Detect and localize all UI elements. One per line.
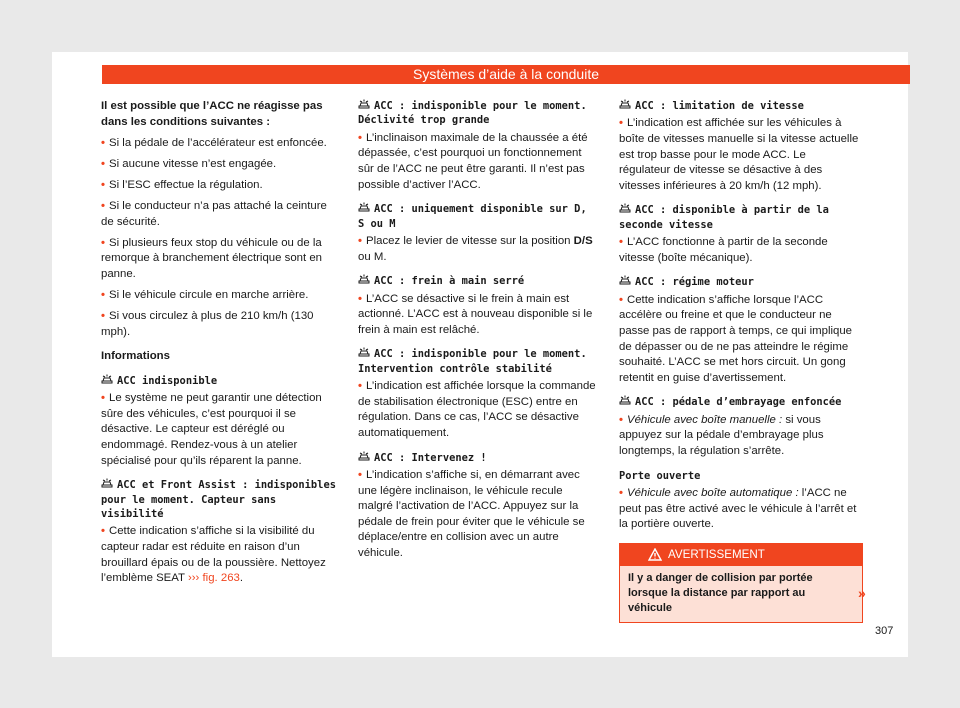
message-text: • Placez le levier de vitesse sur la position D/S ou M. xyxy=(358,235,593,263)
message-heading: ACC : indisponible pour le moment. Intervention contrôle stabilité xyxy=(358,348,587,375)
car-warning-icon xyxy=(358,451,370,465)
car-warning-icon xyxy=(358,202,370,216)
column-2 xyxy=(358,99,598,567)
intro-text: Il est possible que l’ACC ne réagisse pas dans les conditions suivantes : xyxy=(101,100,323,128)
list-item: • Si plusieurs feux stop du véhicule ou de la remorque à branchement électrique sont en panne. xyxy=(101,236,322,280)
message-heading: ACC et Front Assist : indisponibles pour le moment. Capteur sans visibilité xyxy=(101,479,336,520)
list-item: • Si l’ESC effectue la régulation. xyxy=(101,178,263,191)
message-heading: Porte ouverte xyxy=(619,469,701,482)
message-text: • Cette indication s’affiche si la visibilité du capteur radar est réduite en raison d’un brouillard épais ou de la poussière. Nettoyez l’emblème SEAT ››› fig. 263. xyxy=(101,525,326,585)
car-warning-icon xyxy=(358,347,370,361)
warning-header xyxy=(620,544,862,566)
list-item: • Si aucune vitesse n’est engagée. xyxy=(101,157,277,170)
message-heading: ACC indisponible xyxy=(101,374,341,388)
message-text: • L’indication est affichée sur les véhicules à boîte de vitesses manuelle si la vitesse actuelle est trop basse pour le mode ACC. Le régulateur de vitesse se désactive à des vitesses inférieures à 20 km/h (12 mph). xyxy=(619,117,859,192)
warning-triangle-icon xyxy=(648,548,662,561)
info-label: Informations xyxy=(101,350,170,363)
figure-link[interactable]: ››› fig. 263 xyxy=(187,572,240,585)
message-text: • L’indication est affichée lorsque la commande de stabilisation électronique (ESC) entre en régulation. Dans ce cas, l’ACC se désactive automatiquement. xyxy=(358,380,596,439)
message-text: • L’inclinaison maximale de la chaussée a été dépassée, c’est pourquoi un fonctionnement sûr de l’ACC ne peut être garanti. Il n’est pas possible d’activer l’ACC. xyxy=(358,131,588,191)
message-text: • Cette indication s’affiche lorsque l’ACC accélère ou freine et que le conducteur ne passe pas de rapport à temps, ce qui implique de dépasser ou de ne pas atteindre le régime souhaité. L’ACC se met hors circuit. Un gong retentit en guise d’avertissement. xyxy=(619,293,853,384)
list-item: • Si la pédale de l’accélérateur est enfoncée. xyxy=(101,136,327,149)
page xyxy=(52,52,908,657)
continue-marker: » xyxy=(858,585,866,601)
car-warning-icon xyxy=(358,274,370,288)
list-item: • Si le véhicule circule en marche arrière. xyxy=(101,288,309,301)
car-warning-icon xyxy=(101,478,113,492)
section-header: Systèmes d’aide à la conduite xyxy=(102,65,910,84)
message-heading: ACC : Intervenez ! xyxy=(358,451,598,465)
message-heading: ACC : disponible à partir de la seconde vitesse xyxy=(619,204,829,231)
message-heading: ACC : pédale d’embrayage enfoncée xyxy=(619,395,859,409)
message-text: • Le système ne peut garantir une détection sûre des véhicules, c’est pourquoi il se désactive. Le capteur est déréglé ou endommagé. Rendez-vous à un atelier spécialisé pour qu’ils réparent la panne. xyxy=(101,392,322,467)
car-warning-icon xyxy=(101,374,113,388)
message-text: • L’indication s’affiche si, en démarrant avec une légère inclinaison, le véhicule recule malgré l’activation de l’ACC. Appuyez sur la pédale de frein pour éviter que le véhicule se déplace/entre en collision avec un autre véhicule. xyxy=(358,468,585,559)
message-heading: ACC : limitation de vitesse xyxy=(619,99,859,113)
warning-title: AVERTISSEMENT xyxy=(668,547,765,561)
list-item: • Si le conducteur n’a pas attaché la ceinture de sécurité. xyxy=(101,199,327,228)
car-warning-icon xyxy=(619,203,631,217)
column-3 xyxy=(619,99,859,623)
car-warning-icon xyxy=(619,275,631,289)
column-1 xyxy=(101,99,341,592)
page-number: 307 xyxy=(875,625,894,637)
message-heading: ACC : uniquement disponible sur D, S ou M xyxy=(358,203,587,230)
message-text: • L’ACC se désactive si le frein à main est actionné. L’ACC est à nouveau disponible si le frein à main est relâché. xyxy=(358,292,593,336)
message-text: • Véhicule avec boîte automatique : l’ACC ne peut pas être activé avec le véhicule à l’arrêt et la portière ouverte. xyxy=(619,486,857,531)
car-warning-icon xyxy=(358,99,370,113)
list-item: • Si vous circulez à plus de 210 km/h (130 mph). xyxy=(101,310,314,338)
message-text: • L’ACC fonctionne à partir de la seconde vitesse (boîte mécanique). xyxy=(619,236,828,264)
message-heading: ACC : indisponible pour le moment. Déclivité trop grande xyxy=(358,100,587,127)
message-heading: ACC : frein à main serré xyxy=(358,274,598,288)
warning-text: Il y a danger de collision par portée lorsque la distance par rapport au véhicule xyxy=(620,566,862,622)
car-warning-icon xyxy=(619,395,631,409)
message-heading: ACC : régime moteur xyxy=(619,275,859,289)
message-text: • Véhicule avec boîte manuelle : si vous appuyez sur la pédale d’embrayage plus longtemps, la régulation s’arrête. xyxy=(619,413,824,457)
car-warning-icon xyxy=(619,99,631,113)
warning-box xyxy=(619,543,863,623)
